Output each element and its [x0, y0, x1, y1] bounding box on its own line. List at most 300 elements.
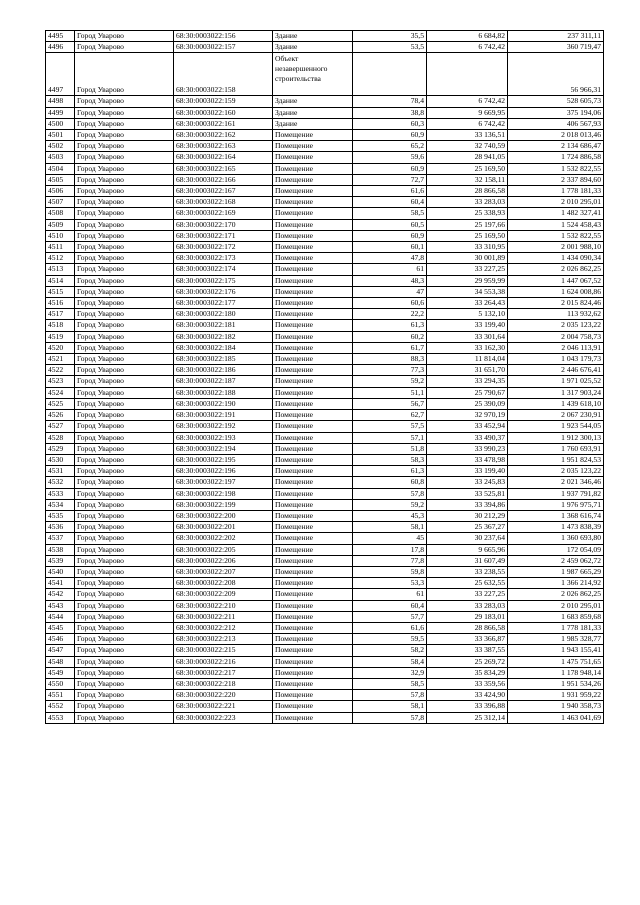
- cadastral-value-cell: 1 923 544,05: [508, 421, 604, 432]
- unit-value-cell: 33 490,37: [427, 432, 508, 443]
- area-cell: 47,8: [353, 253, 427, 264]
- object-type-cell: Помещение: [273, 421, 353, 432]
- cadastral-number-cell: 68:30:0003022:202: [174, 533, 273, 544]
- cadastral-value-cell: 1 532 822,55: [508, 230, 604, 241]
- object-type-cell: Помещение: [273, 645, 353, 656]
- row-number-cell: 4502: [46, 141, 75, 152]
- area-cell: 60,4: [353, 600, 427, 611]
- cadastral-number-cell: 68:30:0003022:221: [174, 701, 273, 712]
- cadastral-number-cell: 68:30:0003022:176: [174, 286, 273, 297]
- cadastral-number-cell: 68:30:0003022:169: [174, 208, 273, 219]
- area-cell: 57,7: [353, 611, 427, 622]
- table-row: [46, 31, 604, 42]
- cadastral-value-cell: 1 683 859,68: [508, 611, 604, 622]
- table-row: [46, 174, 604, 185]
- object-type-cell: Помещение: [273, 253, 353, 264]
- table-row: [46, 275, 604, 286]
- object-type-cell: Помещение: [273, 275, 353, 286]
- row-number-cell: 4519: [46, 331, 75, 342]
- table-row: [46, 264, 604, 275]
- locality-cell: Город Уварово: [75, 197, 174, 208]
- object-type-cell: Помещение: [273, 533, 353, 544]
- object-type-cell: Здание: [273, 31, 353, 42]
- cadastral-number-cell: 68:30:0003022:188: [174, 387, 273, 398]
- locality-cell: Город Уварово: [75, 387, 174, 398]
- cadastral-value-cell: 237 311,11: [508, 31, 604, 42]
- unit-value-cell: 25 632,55: [427, 578, 508, 589]
- unit-value-cell: 33 452,94: [427, 421, 508, 432]
- cadastral-value-cell: 1 532 822,55: [508, 163, 604, 174]
- locality-cell: Город Уварово: [75, 118, 174, 129]
- cadastral-value-cell: 1 439 618,10: [508, 398, 604, 409]
- locality-cell: Город Уварово: [75, 174, 174, 185]
- area-cell: 60,1: [353, 242, 427, 253]
- table-row: [46, 656, 604, 667]
- unit-value-cell: 33 359,56: [427, 678, 508, 689]
- unit-value-cell: 25 169,50: [427, 163, 508, 174]
- unit-value-cell: 28 941,05: [427, 152, 508, 163]
- cadastral-value-cell: 2 446 676,41: [508, 365, 604, 376]
- area-cell: 61,6: [353, 186, 427, 197]
- area-cell: 60,8: [353, 477, 427, 488]
- object-type-cell: Помещение: [273, 320, 353, 331]
- object-type-cell: Помещение: [273, 130, 353, 141]
- object-type-cell: Помещение: [273, 264, 353, 275]
- cadastral-number-cell: 68:30:0003022:171: [174, 230, 273, 241]
- area-cell: 59,2: [353, 499, 427, 510]
- object-type-cell: Помещение: [273, 443, 353, 454]
- row-number-cell: 4540: [46, 566, 75, 577]
- cadastral-value-cell: 1 971 025,52: [508, 376, 604, 387]
- unit-value-cell: 33 294,35: [427, 376, 508, 387]
- locality-cell: Город Уварово: [75, 488, 174, 499]
- cadastral-number-cell: 68:30:0003022:163: [174, 141, 273, 152]
- table-row: [46, 701, 604, 712]
- object-type-cell: Помещение: [273, 387, 353, 398]
- table-row: [46, 690, 604, 701]
- unit-value-cell: 6 742,42: [427, 118, 508, 129]
- locality-cell: Город Уварово: [75, 566, 174, 577]
- cadastral-value-cell: 2 004 758,73: [508, 331, 604, 342]
- row-number-cell: 4526: [46, 410, 75, 421]
- area-cell: 57,1: [353, 432, 427, 443]
- object-type-cell: Помещение: [273, 174, 353, 185]
- table-row: [46, 219, 604, 230]
- row-number-cell: 4516: [46, 298, 75, 309]
- object-type-cell: Помещение: [273, 309, 353, 320]
- area-cell: 78,4: [353, 96, 427, 107]
- unit-value-cell: 33 478,98: [427, 454, 508, 465]
- locality-cell: Город Уварово: [75, 309, 174, 320]
- table-row: [46, 578, 604, 589]
- table-row: [46, 186, 604, 197]
- unit-value-cell: 33 525,81: [427, 488, 508, 499]
- row-number-cell: 4545: [46, 622, 75, 633]
- locality-cell: Город Уварово: [75, 432, 174, 443]
- locality-cell: Город Уварово: [75, 667, 174, 678]
- object-type-cell: Помещение: [273, 152, 353, 163]
- cadastral-value-cell: 1 317 903,24: [508, 387, 604, 398]
- unit-value-cell: 25 390,09: [427, 398, 508, 409]
- object-type-cell: Помещение: [273, 522, 353, 533]
- cadastral-value-cell: 56 966,31: [508, 53, 604, 96]
- area-cell: 61: [353, 264, 427, 275]
- cadastral-number-cell: 68:30:0003022:198: [174, 488, 273, 499]
- area-cell: 53,5: [353, 42, 427, 53]
- unit-value-cell: 33 396,88: [427, 701, 508, 712]
- cadastral-value-cell: 1 778 181,33: [508, 622, 604, 633]
- locality-cell: Город Уварово: [75, 555, 174, 566]
- object-type-cell: Помещение: [273, 690, 353, 701]
- table-row: [46, 678, 604, 689]
- cadastral-value-cell: 2 021 346,46: [508, 477, 604, 488]
- cadastral-number-cell: 68:30:0003022:187: [174, 376, 273, 387]
- row-number-cell: 4514: [46, 275, 75, 286]
- area-cell: 88,3: [353, 354, 427, 365]
- row-number-cell: 4521: [46, 354, 75, 365]
- area-cell: 72,7: [353, 174, 427, 185]
- cadastral-value-cell: 1 482 327,41: [508, 208, 604, 219]
- row-number-cell: 4498: [46, 96, 75, 107]
- area-cell: 38,8: [353, 107, 427, 118]
- cadastral-number-cell: 68:30:0003022:159: [174, 96, 273, 107]
- area-cell: 58,2: [353, 645, 427, 656]
- table-row: [46, 163, 604, 174]
- unit-value-cell: 30 212,29: [427, 510, 508, 521]
- table-row: [46, 555, 604, 566]
- cadastral-value-cell: 1 976 975,71: [508, 499, 604, 510]
- cadastral-value-cell: 2 010 295,01: [508, 197, 604, 208]
- object-type-cell: Помещение: [273, 656, 353, 667]
- cadastral-number-cell: 68:30:0003022:191: [174, 410, 273, 421]
- cadastral-number-cell: 68:30:0003022:217: [174, 667, 273, 678]
- unit-value-cell: 33 227,25: [427, 264, 508, 275]
- area-cell: 58,1: [353, 701, 427, 712]
- locality-cell: Город Уварово: [75, 130, 174, 141]
- table-row: [46, 533, 604, 544]
- cadastral-number-cell: 68:30:0003022:205: [174, 544, 273, 555]
- area-cell: 59,8: [353, 566, 427, 577]
- cadastral-number-cell: 68:30:0003022:160: [174, 107, 273, 118]
- object-type-cell: Помещение: [273, 701, 353, 712]
- row-number-cell: 4507: [46, 197, 75, 208]
- locality-cell: Город Уварово: [75, 208, 174, 219]
- object-type-cell: Помещение: [273, 410, 353, 421]
- cadastral-value-cell: 2 337 894,60: [508, 174, 604, 185]
- cadastral-value-cell: 2 035 123,22: [508, 320, 604, 331]
- row-number-cell: 4504: [46, 163, 75, 174]
- area-cell: 57,8: [353, 712, 427, 723]
- area-cell: 61,3: [353, 320, 427, 331]
- cadastral-value-cell: 2 010 295,01: [508, 600, 604, 611]
- cadastral-number-cell: 68:30:0003022:172: [174, 242, 273, 253]
- cadastral-number-cell: 68:30:0003022:192: [174, 421, 273, 432]
- row-number-cell: 4497: [46, 53, 75, 96]
- locality-cell: Город Уварово: [75, 454, 174, 465]
- unit-value-cell: 31 651,70: [427, 365, 508, 376]
- table-row: [46, 309, 604, 320]
- cadastral-number-cell: 68:30:0003022:167: [174, 186, 273, 197]
- table-row: [46, 488, 604, 499]
- locality-cell: Город Уварово: [75, 634, 174, 645]
- area-cell: 57,5: [353, 421, 427, 432]
- locality-cell: Город Уварово: [75, 678, 174, 689]
- locality-cell: Город Уварово: [75, 522, 174, 533]
- object-type-cell: Помещение: [273, 230, 353, 241]
- object-type-cell: Помещение: [273, 622, 353, 633]
- unit-value-cell: 33 990,23: [427, 443, 508, 454]
- cadastral-number-cell: 68:30:0003022:182: [174, 331, 273, 342]
- cadastral-number-cell: 68:30:0003022:170: [174, 219, 273, 230]
- cadastral-number-cell: 68:30:0003022:208: [174, 578, 273, 589]
- cadastral-value-cell: 1 473 838,39: [508, 522, 604, 533]
- row-number-cell: 4496: [46, 42, 75, 53]
- table-row: [46, 510, 604, 521]
- cadastral-number-cell: 68:30:0003022:197: [174, 477, 273, 488]
- cadastral-number-cell: 68:30:0003022:156: [174, 31, 273, 42]
- object-type-cell: Здание: [273, 42, 353, 53]
- table-row: [46, 645, 604, 656]
- row-number-cell: 4532: [46, 477, 75, 488]
- locality-cell: Город Уварово: [75, 701, 174, 712]
- row-number-cell: 4535: [46, 510, 75, 521]
- cadastral-value-cell: 1 987 665,29: [508, 566, 604, 577]
- locality-cell: Город Уварово: [75, 398, 174, 409]
- row-number-cell: 4509: [46, 219, 75, 230]
- table-row: [46, 376, 604, 387]
- table-row: [46, 589, 604, 600]
- area-cell: 62,7: [353, 410, 427, 421]
- unit-value-cell: 6 742,42: [427, 42, 508, 53]
- cadastral-value-cell: 2 134 686,47: [508, 141, 604, 152]
- cadastral-value-cell: 1 951 534,26: [508, 678, 604, 689]
- unit-value-cell: 11 814,04: [427, 354, 508, 365]
- table-row: [46, 242, 604, 253]
- object-type-cell: Помещение: [273, 466, 353, 477]
- cadastral-value-cell: 1 434 090,34: [508, 253, 604, 264]
- object-type-cell: Помещение: [273, 376, 353, 387]
- cadastral-number-cell: 68:30:0003022:220: [174, 690, 273, 701]
- area-cell: 58,1: [353, 522, 427, 533]
- row-number-cell: 4500: [46, 118, 75, 129]
- object-type-cell: Помещение: [273, 242, 353, 253]
- cadastral-number-cell: 68:30:0003022:181: [174, 320, 273, 331]
- row-number-cell: 4533: [46, 488, 75, 499]
- object-type-cell: Помещение: [273, 331, 353, 342]
- table-row: [46, 566, 604, 577]
- area-cell: 45,3: [353, 510, 427, 521]
- locality-cell: Город Уварово: [75, 443, 174, 454]
- object-type-cell: Здание: [273, 118, 353, 129]
- area-cell: 56,7: [353, 398, 427, 409]
- row-number-cell: 4506: [46, 186, 75, 197]
- cadastral-value-cell: 1 931 959,22: [508, 690, 604, 701]
- cadastral-number-cell: 68:30:0003022:206: [174, 555, 273, 566]
- table-row: [46, 96, 604, 107]
- cadastral-value-cell: 375 194,06: [508, 107, 604, 118]
- cadastral-number-cell: 68:30:0003022:184: [174, 342, 273, 353]
- area-cell: 57,8: [353, 690, 427, 701]
- locality-cell: Город Уварово: [75, 219, 174, 230]
- area-cell: 65,2: [353, 141, 427, 152]
- table-row: [46, 141, 604, 152]
- cadastral-number-cell: 68:30:0003022:175: [174, 275, 273, 286]
- table-row: [46, 432, 604, 443]
- cadastral-number-cell: 68:30:0003022:158: [174, 53, 273, 96]
- cadastral-value-cell: 1 463 041,69: [508, 712, 604, 723]
- row-number-cell: 4510: [46, 230, 75, 241]
- unit-value-cell: 33 227,25: [427, 589, 508, 600]
- cadastral-value-cell: 1 366 214,92: [508, 578, 604, 589]
- area-cell: 48,3: [353, 275, 427, 286]
- table-row: [46, 253, 604, 264]
- cadastral-value-cell: 1 724 886,58: [508, 152, 604, 163]
- locality-cell: Город Уварово: [75, 410, 174, 421]
- cadastral-value-cell: 1 778 181,33: [508, 186, 604, 197]
- cadastral-number-cell: 68:30:0003022:207: [174, 566, 273, 577]
- unit-value-cell: 33 162,30: [427, 342, 508, 353]
- locality-cell: Город Уварово: [75, 31, 174, 42]
- table-row: [46, 107, 604, 118]
- locality-cell: Город Уварово: [75, 376, 174, 387]
- row-number-cell: 4539: [46, 555, 75, 566]
- area-cell: 58,5: [353, 208, 427, 219]
- area-cell: 51,1: [353, 387, 427, 398]
- area-cell: 59,2: [353, 376, 427, 387]
- cadastral-number-cell: 68:30:0003022:177: [174, 298, 273, 309]
- cadastral-number-cell: 68:30:0003022:210: [174, 600, 273, 611]
- row-number-cell: 4505: [46, 174, 75, 185]
- row-number-cell: 4499: [46, 107, 75, 118]
- cadastral-value-cell: 1 912 300,13: [508, 432, 604, 443]
- locality-cell: Город Уварово: [75, 320, 174, 331]
- table-row: [46, 454, 604, 465]
- cadastral-number-cell: 68:30:0003022:211: [174, 611, 273, 622]
- registry-sheet: [45, 30, 604, 724]
- locality-cell: Город Уварово: [75, 600, 174, 611]
- row-number-cell: 4517: [46, 309, 75, 320]
- cadastral-number-cell: 68:30:0003022:165: [174, 163, 273, 174]
- unit-value-cell: 30 001,89: [427, 253, 508, 264]
- cadastral-number-cell: 68:30:0003022:168: [174, 197, 273, 208]
- row-number-cell: 4544: [46, 611, 75, 622]
- unit-value-cell: 29 959,99: [427, 275, 508, 286]
- area-cell: 35,5: [353, 31, 427, 42]
- row-number-cell: 4538: [46, 544, 75, 555]
- cadastral-value-cell: 1 475 751,65: [508, 656, 604, 667]
- cadastral-number-cell: 68:30:0003022:190: [174, 398, 273, 409]
- cadastral-value-cell: 172 054,09: [508, 544, 604, 555]
- locality-cell: Город Уварово: [75, 275, 174, 286]
- area-cell: 61,7: [353, 342, 427, 353]
- area-cell: 60,5: [353, 219, 427, 230]
- table-row: [46, 354, 604, 365]
- unit-value-cell: 33 301,64: [427, 331, 508, 342]
- locality-cell: Город Уварово: [75, 712, 174, 723]
- locality-cell: Город Уварово: [75, 230, 174, 241]
- cadastral-number-cell: 68:30:0003022:218: [174, 678, 273, 689]
- cadastral-number-cell: 68:30:0003022:166: [174, 174, 273, 185]
- row-number-cell: 4525: [46, 398, 75, 409]
- table-row: [46, 387, 604, 398]
- row-number-cell: 4501: [46, 130, 75, 141]
- unit-value-cell: 29 183,01: [427, 611, 508, 622]
- table-row: [46, 712, 604, 723]
- object-type-cell: Помещение: [273, 286, 353, 297]
- table-row: [46, 342, 604, 353]
- table-row: [46, 443, 604, 454]
- object-type-cell: Объект незавершенного строительства: [273, 53, 353, 96]
- unit-value-cell: 33 136,51: [427, 130, 508, 141]
- row-number-cell: 4541: [46, 578, 75, 589]
- locality-cell: Город Уварово: [75, 533, 174, 544]
- object-type-cell: Помещение: [273, 634, 353, 645]
- object-type-cell: Помещение: [273, 600, 353, 611]
- locality-cell: Город Уварово: [75, 152, 174, 163]
- table-row: [46, 118, 604, 129]
- area-cell: 17,8: [353, 544, 427, 555]
- table-row: [46, 152, 604, 163]
- locality-cell: Город Уварово: [75, 611, 174, 622]
- table-row: [46, 320, 604, 331]
- cadastral-number-cell: 68:30:0003022:199: [174, 499, 273, 510]
- unit-value-cell: 6 684,82: [427, 31, 508, 42]
- cadastral-value-cell: 1 360 693,80: [508, 533, 604, 544]
- object-type-cell: Помещение: [273, 578, 353, 589]
- locality-cell: Город Уварово: [75, 264, 174, 275]
- cadastral-value-cell: 2 018 013,46: [508, 130, 604, 141]
- cadastral-number-cell: 68:30:0003022:157: [174, 42, 273, 53]
- cadastral-value-cell: 1 940 358,73: [508, 701, 604, 712]
- cadastral-value-cell: 1 178 948,14: [508, 667, 604, 678]
- cadastral-value-cell: 1 368 616,74: [508, 510, 604, 521]
- locality-cell: Город Уварово: [75, 298, 174, 309]
- table-row: [46, 331, 604, 342]
- unit-value-cell: 32 740,59: [427, 141, 508, 152]
- row-number-cell: 4548: [46, 656, 75, 667]
- unit-value-cell: 33 387,55: [427, 645, 508, 656]
- cadastral-value-cell: 113 932,62: [508, 309, 604, 320]
- table-row: [46, 421, 604, 432]
- table-row: [46, 600, 604, 611]
- cadastral-value-cell: 2 046 113,91: [508, 342, 604, 353]
- locality-cell: Город Уварово: [75, 42, 174, 53]
- object-type-cell: Помещение: [273, 163, 353, 174]
- area-cell: 61,6: [353, 622, 427, 633]
- locality-cell: Город Уварово: [75, 510, 174, 521]
- cadastral-number-cell: 68:30:0003022:200: [174, 510, 273, 521]
- cadastral-number-cell: 68:30:0003022:195: [174, 454, 273, 465]
- object-type-cell: Помещение: [273, 354, 353, 365]
- unit-value-cell: 5 132,10: [427, 309, 508, 320]
- cadastral-number-cell: 68:30:0003022:174: [174, 264, 273, 275]
- cadastral-number-cell: 68:30:0003022:161: [174, 118, 273, 129]
- unit-value-cell: 25 197,66: [427, 219, 508, 230]
- cadastral-value-cell: 1 043 179,73: [508, 354, 604, 365]
- row-number-cell: 4513: [46, 264, 75, 275]
- locality-cell: Город Уварово: [75, 342, 174, 353]
- object-type-cell: Помещение: [273, 667, 353, 678]
- cadastral-number-cell: 68:30:0003022:164: [174, 152, 273, 163]
- object-type-cell: Помещение: [273, 208, 353, 219]
- row-number-cell: 4546: [46, 634, 75, 645]
- area-cell: 57,8: [353, 488, 427, 499]
- cadastral-value-cell: 1 943 155,41: [508, 645, 604, 656]
- unit-value-cell: 33 283,03: [427, 600, 508, 611]
- object-type-cell: Помещение: [273, 197, 353, 208]
- object-type-cell: Помещение: [273, 712, 353, 723]
- table-row: [46, 522, 604, 533]
